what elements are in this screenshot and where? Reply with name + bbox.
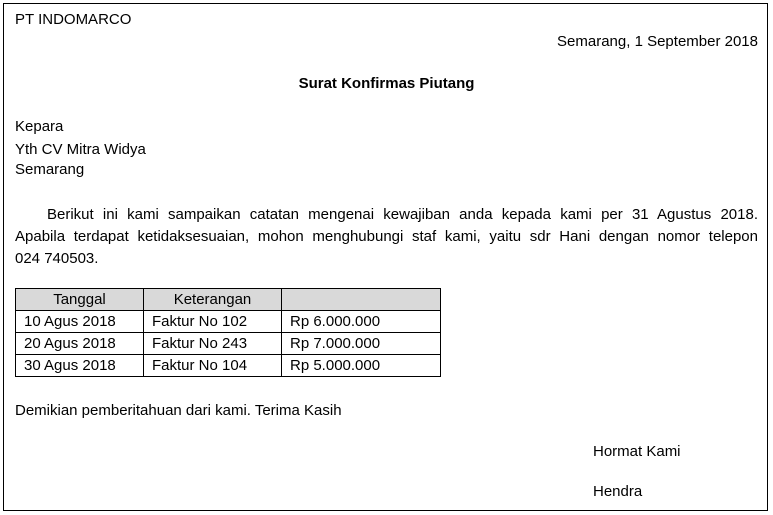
table-header-row — [16, 289, 441, 311]
place-date: Semarang, 1 September 2018 — [557, 33, 758, 50]
cell-amount: Rp 7.000.000 — [282, 333, 441, 355]
table-row — [16, 333, 441, 355]
cell-amount: Rp 5.000.000 — [282, 355, 441, 377]
recipient-name: Yth CV Mitra Widya — [15, 141, 146, 158]
header-tanggal: Tanggal — [16, 289, 144, 311]
body-paragraph — [15, 204, 758, 270]
table-row — [16, 355, 441, 377]
cell-date: 30 Agus 2018 — [16, 355, 144, 377]
company-name: PT INDOMARCO — [15, 11, 132, 28]
recipient-salutation: Kepara — [15, 118, 64, 135]
receivables-table — [15, 288, 441, 377]
closing-line: Demikian pemberitahuan dari kami. Terima Kasih — [15, 402, 342, 419]
letter-title: Surat Konfirmas Piutang — [298, 75, 475, 92]
cell-description: Faktur No 104 — [144, 355, 282, 377]
cell-description: Faktur No 243 — [144, 333, 282, 355]
recipient-city: Semarang — [15, 161, 85, 178]
regards: Hormat Kami — [593, 443, 681, 460]
cell-date: 10 Agus 2018 — [16, 311, 144, 333]
header-keterangan: Keterangan — [144, 289, 282, 311]
cell-description: Faktur No 102 — [144, 311, 282, 333]
table-row — [16, 311, 441, 333]
header-amount — [282, 289, 441, 311]
signer-name: Hendra — [593, 483, 643, 500]
cell-date: 20 Agus 2018 — [16, 333, 144, 355]
cell-amount: Rp 6.000.000 — [282, 311, 441, 333]
body-line-3: 024 740503. — [15, 250, 99, 267]
body-line-1: Berikut ini kami sampaikan catatan mengenai kewajiban anda kepada kami per 31 Agustus 2018. — [47, 206, 758, 223]
body-line-2: Apabila terdapat ketidaksesuaian, mohon menghubungi staf kami, yaitu sdr Hani dengan nomor telepon — [15, 228, 758, 245]
